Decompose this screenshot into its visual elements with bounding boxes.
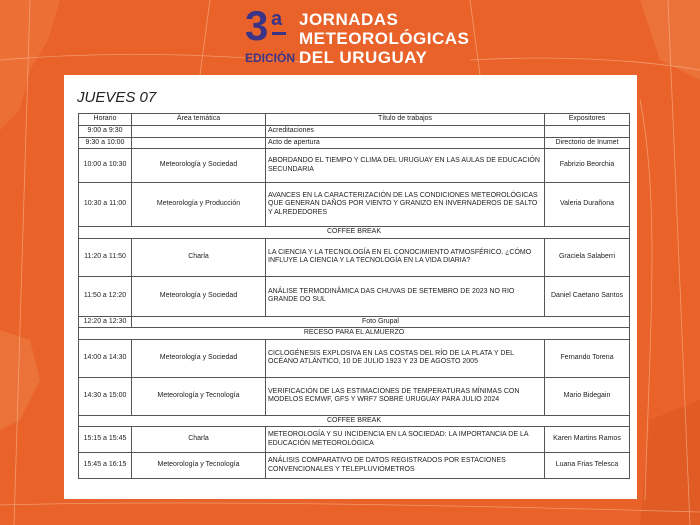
time-cell: 9:30 a 10:00 — [79, 137, 132, 149]
table-row — [79, 149, 630, 183]
table-row — [79, 126, 630, 138]
area-cell — [132, 126, 266, 138]
table-row — [79, 183, 630, 227]
break-label: COFFEE BREAK — [79, 227, 630, 239]
table-header-row — [79, 114, 630, 126]
area-cell: Meteorología y Sociedad — [132, 339, 266, 377]
group-photo-cell: Foto Grupal — [132, 316, 630, 328]
speaker-cell: Mario Bidegain — [545, 377, 630, 415]
schedule-card — [64, 75, 637, 499]
title-cell: AVANCES EN LA CARACTERIZACIÓN DE LAS CONDICIONES METEOROLÓGICAS QUE GENERAN DAÑOS POR VIENTO Y GRANIZO EN INVERNADEROS DE SALTO Y ALREDEDORES — [266, 183, 545, 227]
time-cell: 15:45 a 16:15 — [79, 453, 132, 479]
break-label: COFFEE BREAK — [79, 415, 630, 427]
speaker-cell — [545, 126, 630, 138]
area-cell: Charla — [132, 427, 266, 453]
title-cell: CICLOGÉNESIS EXPLOSIVA EN LAS COSTAS DEL RÍO DE LA PLATA Y DEL OCÉANO ATLÁNTICO, 10 DE JULIO 1923 Y 23 DE AGOSTO 2005 — [266, 339, 545, 377]
speaker-cell: Valeria Durañona — [545, 183, 630, 227]
time-cell: 12:20 a 12:30 — [79, 316, 132, 328]
title-cell: VERIFICACIÓN DE LAS ESTIMACIONES DE TEMPERATURAS MÍNIMAS CON MODELOS ECMWF, GFS Y WRF7 SOBRE URUGUAY PARA JULIO 2024 — [266, 377, 545, 415]
break-row — [79, 328, 630, 340]
title-cell: METEOROLOGÍA Y SU INCIDENCIA EN LA SOCIEDAD: LA IMPORTANCIA DE LA EDUCACIÓN METEOROLÓGICA — [266, 427, 545, 453]
speaker-cell: Fabrizio Beorchia — [545, 149, 630, 183]
area-cell: Meteorología y Producción — [132, 183, 266, 227]
table-row — [79, 137, 630, 149]
speaker-cell: Daniel Caetano Santos — [545, 276, 630, 316]
time-cell: 14:00 a 14:30 — [79, 339, 132, 377]
title-cell: ANÁLISIS COMPARATIVO DE DATOS REGISTRADOS POR ESTACIONES CONVENCIONALES Y TELEPLUVIÓMETROS — [266, 453, 545, 479]
title-cell: Acreditaciones — [266, 126, 545, 138]
title-cell: Acto de apertura — [266, 137, 545, 149]
speaker-cell: Luana Frias Telesca — [545, 453, 630, 479]
speaker-cell: Directorio de Inumet — [545, 137, 630, 149]
break-row — [79, 227, 630, 239]
area-cell: Charla — [132, 238, 266, 276]
time-cell: 9:00 a 9:30 — [79, 126, 132, 138]
area-cell: Meteorología y Sociedad — [132, 276, 266, 316]
event-header — [245, 2, 505, 68]
table-row — [79, 316, 630, 328]
table-row — [79, 377, 630, 415]
edition-word: EDICIÓN — [245, 51, 296, 65]
event-title-line: DEL URUGUAY — [299, 48, 428, 67]
table-row — [79, 238, 630, 276]
area-cell: Meteorología y Tecnología — [132, 377, 266, 415]
break-row — [79, 415, 630, 427]
time-cell: 10:00 a 10:30 — [79, 149, 132, 183]
header-expositores: Expositores — [545, 114, 630, 126]
speaker-cell: Fernando Torena — [545, 339, 630, 377]
table-row — [79, 453, 630, 479]
edition-suffix: a — [271, 8, 283, 30]
title-cell: ABORDANDO EL TIEMPO Y CLIMA DEL URUGUAY EN LAS AULAS DE EDUCACIÓN SECUNDARIA — [266, 149, 545, 183]
header-horario: Horario — [79, 114, 132, 126]
event-title-line: METEOROLÓGICAS — [299, 29, 470, 48]
time-cell: 11:50 a 12:20 — [79, 276, 132, 316]
area-cell — [132, 137, 266, 149]
area-cell: Meteorología y Tecnología — [132, 453, 266, 479]
event-title — [299, 10, 469, 67]
title-cell: ANÁLISE TERMODINÂMICA DAS CHUVAS DE SETEMBRO DE 2023 NO RIO GRANDE DO SUL — [266, 276, 545, 316]
edition-suffix-underline — [272, 32, 286, 35]
speaker-cell: Karen Martins Ramos — [545, 427, 630, 453]
schedule-table — [78, 113, 630, 479]
area-cell: Meteorología y Sociedad — [132, 149, 266, 183]
time-cell: 11:20 a 11:50 — [79, 238, 132, 276]
table-row — [79, 427, 630, 453]
time-cell: 10:30 a 11:00 — [79, 183, 132, 227]
header-area: Área temática — [132, 114, 266, 126]
time-cell: 15:15 a 15:45 — [79, 427, 132, 453]
edition-number: 3 — [245, 2, 268, 49]
title-cell: LA CIENCIA Y LA TECNOLOGÍA EN EL CONOCIMIENTO ATMOSFÉRICO. ¿CÓMO INFLUYE LA CIENCIA Y LA TECNOLOGÍA EN LA VIDA DIARIA? — [266, 238, 545, 276]
table-row — [79, 276, 630, 316]
event-title-line: JORNADAS — [299, 10, 399, 29]
break-label: RECESO PARA EL ALMUERZO — [79, 328, 630, 340]
table-row — [79, 339, 630, 377]
header-titulo: Título de trabajos — [266, 114, 545, 126]
speaker-cell: Graciela Salaberri — [545, 238, 630, 276]
time-cell: 14:30 a 15:00 — [79, 377, 132, 415]
day-title: JUEVES 07 — [77, 89, 157, 106]
